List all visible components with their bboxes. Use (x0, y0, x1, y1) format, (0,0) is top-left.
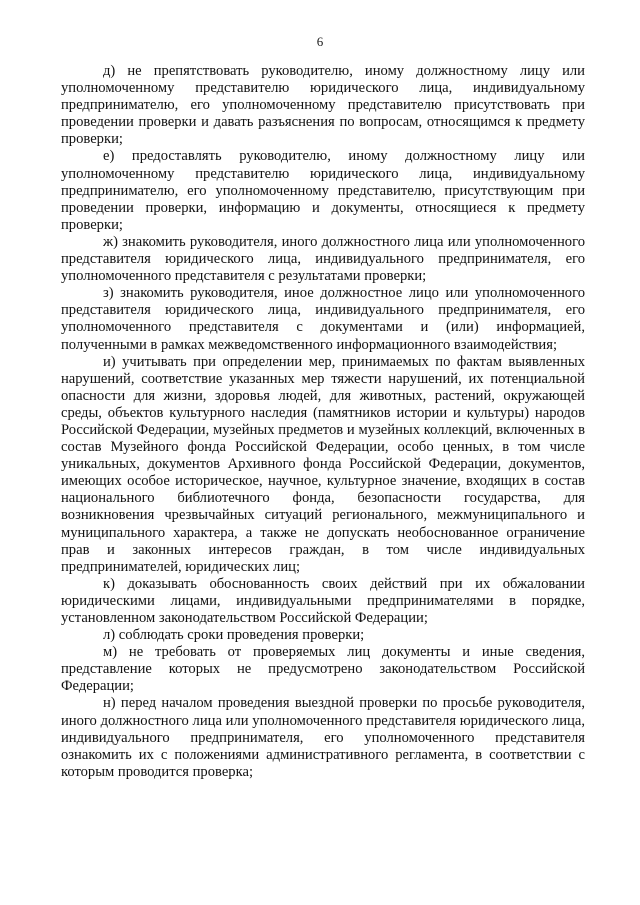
paragraph-z: з) знакомить руководителя, иное должностное лицо или уполномоченного представителя юридического лица, индивидуального предпринимателя, его уполномоченного представителя с документами и (или) информацией, полученными в рамках межведомственного информационного взаимодействия; (61, 285, 585, 353)
paragraph-m: м) не требовать от проверяемых лиц документы и иные сведения, представление которых не предусмотрено законодательством Российской Федерации; (61, 644, 585, 695)
paragraph-i: и) учитывать при определении мер, принимаемых по фактам выявленных нарушений, соответствие указанных мер тяжести нарушений, их потенциальной опасности для жизни, здоровья людей, для животных, растений, окружающей среды, объектов культурного наследия (памятников истории и культуры) народов Российской Федерации, музейных предметов и музейных коллекций, включенных в состав Музейного фонда Российской Федерации, особо ценных, в том числе уникальных, документов Архивного фонда Российской Федерации, документов, имеющих особое историческое, научное, культурное значение, входящих в состав национального библиотечного фонда, безопасности государства, для возникновения чрезвычайных ситуаций регионального, межмуниципального и муниципального характера, а также не допускать необоснованное ограничение прав и законных интересов граждан, в том числе индивидуальных предпринимателей, юридических лиц; (61, 353, 585, 575)
paragraph-zh: ж) знакомить руководителя, иного должностного лица или уполномоченного представителя юридического лица, индивидуального предпринимателя, его уполномоченного представителя с результатами проверки; (61, 233, 585, 285)
document-body (61, 63, 585, 781)
paragraph-l: л) соблюдать сроки проведения проверки; (103, 627, 365, 644)
page-number: 6 (316, 34, 324, 49)
paragraph-d: д) не препятствовать руководителю, иному должностному лицу или уполномоченному представителю юридического лица, индивидуальному предпринимателю, его уполномоченному представителю присутствовать при проведении проверки и давать разъяснения по вопросам, относящимся к предмету проверки; (61, 63, 585, 148)
paragraph-k: к) доказывать обоснованность своих действий при их обжаловании юридическими лицами, индивидуальными предпринимателями в порядке, установленном законодательством Российской Федерации; (61, 575, 585, 626)
paragraph-e: е) предоставлять руководителю, иному должностному лицу или уполномоченному представителю юридического лица, индивидуальному предпринимателю, его уполномоченному представителю, присутствующим при проведении проверки, информацию и документы, относящиеся к предмету проверки; (61, 148, 585, 233)
paragraph-n: н) перед началом проведения выездной проверки по просьбе руководителя, иного должностного лица или уполномоченного представителя юридического лица, индивидуального предпринимателя, его уполномоченного представителя ознакомить их с положениями административного регламента, в соответствии с которым проводится проверка; (61, 695, 585, 780)
